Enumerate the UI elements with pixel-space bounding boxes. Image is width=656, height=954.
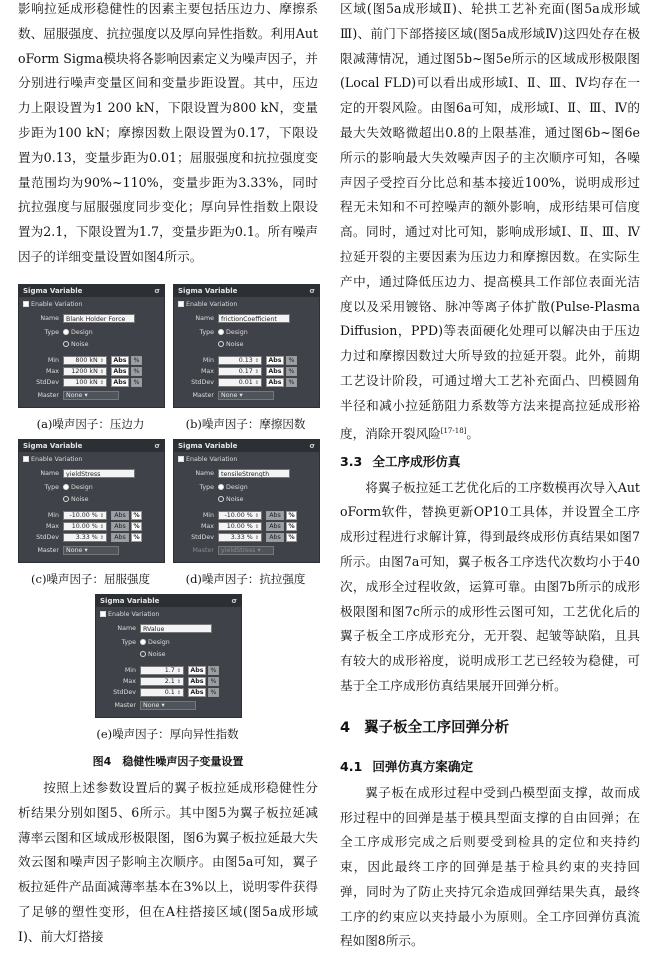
citation: [17-18] <box>440 426 467 435</box>
percent-toggle[interactable]: % <box>131 511 142 520</box>
subfigure-caption: (a)噪声因子：压边力 <box>36 417 145 431</box>
min-input[interactable]: 1.7 ⇕ <box>140 666 184 675</box>
noise-radio[interactable]: Noise <box>63 495 88 504</box>
percent-toggle[interactable]: % <box>286 367 297 376</box>
section-4-1-heading <box>340 755 640 779</box>
sigma-variable-panel <box>95 594 242 718</box>
sigma-variable-panel <box>18 439 165 563</box>
sigma-variable-panel <box>173 284 320 408</box>
min-input[interactable]: 0.13 ⇕ <box>218 356 262 365</box>
noise-radio[interactable]: Noise <box>140 650 165 659</box>
section-4-title: 翼子板全工序回弹分析 <box>364 719 510 736</box>
percent-toggle[interactable]: % <box>131 533 142 542</box>
figure-4 <box>18 284 318 768</box>
max-label: Max <box>45 368 59 375</box>
panel-title: Sigma Variable σ <box>174 285 319 297</box>
spinner-icon: ⇕ <box>176 668 181 674</box>
percent-toggle[interactable]: % <box>286 522 297 531</box>
master-select[interactable]: None ▾ <box>218 391 274 400</box>
spinner-icon: ⇕ <box>254 513 259 519</box>
noise-radio[interactable]: Noise <box>218 495 243 504</box>
pin-icon[interactable]: σ <box>231 597 237 605</box>
enable-variation-checkbox[interactable]: Enable Variation <box>23 300 82 309</box>
section-3-3-heading <box>340 450 640 474</box>
percent-toggle[interactable]: % <box>131 522 142 531</box>
min-label: Min <box>202 512 214 519</box>
enable-variation-checkbox[interactable]: Enable Variation <box>100 610 159 619</box>
type-label: Type <box>199 484 214 491</box>
abs-toggle[interactable]: Abs <box>111 522 129 531</box>
percent-toggle[interactable]: % <box>131 356 142 365</box>
spinner-icon: ⇕ <box>254 524 259 530</box>
percent-toggle[interactable]: % <box>131 378 142 387</box>
spinner-icon: ⇕ <box>176 690 181 696</box>
left-column <box>18 0 318 270</box>
sigma-variable-panel <box>18 284 165 408</box>
section-4-1-paragraph: 翼子板在成形过程中受到凸模型面支撑，故而成形过程中的回弹是基于模具型面支撑的自由回弹；在全工序成形完成之后则要受到检具的定位和夹持约束，因此最终工序的回弹是基于检具约束的夹持回弹，同时为了防止夹持冗余造成回弹结果失真，最终工序的约束应以夹持最小为原则。全工序回弹仿真流程如图8所示。 <box>340 784 640 949</box>
spinner-icon: ⇕ <box>99 369 104 375</box>
left-column-lower <box>18 776 318 950</box>
stddev-input[interactable]: 100 kN ⇕ <box>63 378 107 387</box>
min-label: Min <box>202 357 214 364</box>
abs-toggle[interactable]: Abs <box>111 511 129 520</box>
pin-icon[interactable]: σ <box>154 287 160 295</box>
subfigure-caption: (e)噪声因子：厚向异性指数 <box>96 727 239 741</box>
percent-toggle[interactable]: % <box>286 511 297 520</box>
master-label: Master <box>192 547 214 554</box>
type-label: Type <box>44 329 59 336</box>
radio-icon <box>63 496 69 502</box>
checkbox-icon <box>178 301 184 307</box>
enable-variation-checkbox[interactable]: Enable Variation <box>23 455 82 464</box>
abs-toggle[interactable]: Abs <box>266 378 284 387</box>
max-input[interactable]: 2.1 ⇕ <box>140 677 184 686</box>
master-select[interactable]: None ▾ <box>140 701 196 710</box>
spinner-icon: ⇕ <box>254 369 259 375</box>
stddev-input[interactable]: 3.33 % ⇕ <box>218 533 262 542</box>
max-input[interactable]: 0.17 ⇕ <box>218 367 262 376</box>
stddev-input[interactable]: 0.1 ⇕ <box>140 688 184 697</box>
master-select[interactable]: None ▾ <box>63 391 119 400</box>
abs-toggle[interactable]: Abs <box>111 378 129 387</box>
spinner-icon: ⇕ <box>254 358 259 364</box>
stddev-label: StdDev <box>36 534 59 541</box>
percent-toggle[interactable]: % <box>131 367 142 376</box>
enable-variation-checkbox[interactable]: Enable Variation <box>178 455 237 464</box>
name-input[interactable]: yieldStress <box>63 469 135 478</box>
abs-toggle[interactable]: Abs <box>266 367 284 376</box>
panel-title: Sigma Variable σ <box>174 440 319 452</box>
name-input[interactable]: RValue <box>140 624 212 633</box>
name-label: Name <box>195 470 214 477</box>
subfigure-caption: (c)噪声因子：屈服强度 <box>31 572 150 586</box>
sigma-variable-panel <box>173 439 320 563</box>
abs-toggle[interactable]: Abs <box>188 677 206 686</box>
spinner-icon: ⇕ <box>99 358 104 364</box>
design-radio[interactable]: Design <box>218 328 248 337</box>
min-input[interactable]: 800 kN ⇕ <box>63 356 107 365</box>
after-figure-paragraph: 按照上述参数设置后的翼子板拉延成形稳健性分析结果分别如图5、6所示。其中图5为翼子板拉延减薄率云图和区域成形极限图，图6为翼子板拉延最大失效云图和噪声因子影响主次顺序。由图5a可知，翼子板拉延件产品面减薄率基本在3%以上，说明零件获得了足够的塑性变形，但在A柱搭接区域(图5a成形域Ⅰ)、前大灯搭接 <box>18 780 318 944</box>
percent-toggle[interactable]: % <box>286 378 297 387</box>
percent-toggle[interactable]: % <box>286 356 297 365</box>
radio-selected-icon <box>63 484 69 490</box>
chevron-down-icon: ▾ <box>84 392 88 399</box>
section-4-1-title: 回弹仿真方案确定 <box>372 758 474 774</box>
abs-toggle[interactable]: Abs <box>111 356 129 365</box>
name-input[interactable]: tensileStrength <box>218 469 290 478</box>
design-radio[interactable]: Design <box>63 328 93 337</box>
max-label: Max <box>200 368 214 375</box>
radio-icon <box>218 496 224 502</box>
section-4-number: 4 <box>340 719 351 736</box>
radio-selected-icon <box>140 639 146 645</box>
panel-title: Sigma Variable σ <box>96 595 241 607</box>
checkbox-icon <box>178 456 184 462</box>
radio-icon <box>140 651 146 657</box>
max-label: Max <box>45 523 59 530</box>
chevron-down-icon: ▾ <box>161 702 165 709</box>
stddev-label: StdDev <box>191 534 214 541</box>
checkbox-icon <box>100 611 106 617</box>
abs-toggle[interactable]: Abs <box>266 522 284 531</box>
section-3-3-paragraph: 将翼子板拉延工艺优化后的工序数模再次导入AutoForm软件，替换更新OP10工具体，并设置全工序成形过程进行求解计算，得到最终成形仿真结果如图7所示。由图7a可知，翼子板各工序迭代次数均小于40次，成形全过程收敛，运算可靠。由图7b所示的成形极限图和图7c所示的成形性云图可知，工艺优化后的翼子板全工序成形充分，无开裂、起皱等缺陷，且具有较大的成形裕度，说明成形工艺已经较为稳健，可基于全工序成形仿真结果展开回弹分析。 <box>340 479 640 693</box>
figure-caption: 图4 稳健性噪声因子变量设置 <box>92 755 244 768</box>
spinner-icon: ⇕ <box>176 679 181 685</box>
name-label: Name <box>40 470 59 477</box>
master-label: Master <box>192 392 214 399</box>
master-label: Master <box>37 392 59 399</box>
max-label: Max <box>122 678 136 685</box>
design-radio[interactable]: Design <box>218 483 248 492</box>
enable-variation-checkbox[interactable]: Enable Variation <box>178 300 237 309</box>
section-3-3-number: 3.3 <box>340 453 363 469</box>
stddev-label: StdDev <box>113 689 136 696</box>
checkbox-icon <box>23 456 29 462</box>
radio-selected-icon <box>218 484 224 490</box>
max-input[interactable]: 1200 kN ⇕ <box>63 367 107 376</box>
abs-toggle[interactable]: Abs <box>266 511 284 520</box>
design-radio[interactable]: Design <box>140 638 170 647</box>
master-label: Master <box>37 547 59 554</box>
panel-title: Sigma Variable σ <box>19 440 164 452</box>
design-radio[interactable]: Design <box>63 483 93 492</box>
noise-radio[interactable]: Noise <box>218 340 243 349</box>
spinner-icon: ⇕ <box>254 535 259 541</box>
name-input[interactable]: Blank Holder Force <box>63 314 135 323</box>
min-label: Min <box>47 512 59 519</box>
min-input[interactable]: -10.00 % ⇕ <box>218 511 262 520</box>
percent-toggle[interactable]: % <box>208 677 219 686</box>
type-label: Type <box>199 329 214 336</box>
pin-icon[interactable]: σ <box>154 442 160 450</box>
type-label: Type <box>44 484 59 491</box>
percent-toggle[interactable]: % <box>208 688 219 697</box>
percent-toggle[interactable]: % <box>208 666 219 675</box>
max-label: Max <box>200 523 214 530</box>
checkbox-icon <box>23 301 29 307</box>
pin-icon[interactable]: σ <box>309 287 315 295</box>
radio-selected-icon <box>63 329 69 335</box>
master-select[interactable]: yieldStress ▾ <box>218 546 274 555</box>
stddev-input[interactable]: 3.33 % ⇕ <box>63 533 107 542</box>
abs-toggle[interactable]: Abs <box>266 533 284 542</box>
subfigure-caption: (b)噪声因子：摩擦因数 <box>185 417 306 431</box>
type-label: Type <box>121 639 136 646</box>
continuation-text: 区域(图5a成形域Ⅱ)、轮拱工艺补充面(图5a成形域Ⅲ)、前门下部搭接区域(图5a成形域Ⅳ)这四处存在极限减薄情况，通过图5b~图5e所示的区域成形极限图(Local FLD)可以看出成形域Ⅰ、Ⅱ、Ⅲ、Ⅳ均存在一定的开裂风险。由图6a可知，成形域Ⅰ、Ⅱ、Ⅲ、Ⅳ的最大失效略微超出0.8的上限基准，通过图6b~图6e所示的影响最大失效噪声因子的主次顺序可知，各噪声因子受控百分比总和基本接近100%，说明成形过程无未知和不可控噪声的额外影响，成形结果可信度高。同时，通过对比可知，影响成形域Ⅰ、Ⅱ、Ⅲ、Ⅳ拉延开裂的主要因素为压边力和摩擦因数。在实际生产中，通过降低压边力、提高模具工作部位表面光洁度以及采用镀铬、脉冲等离子体扩散(Pulse-Plasma Diffusion，PPD)等表面硬化处理可以解决由于压边力过和摩擦因数过大所导致的拉延开裂。此外，前期工艺设计阶段，可通过增大工艺补充面凸、凹模圆角半径和减小拉延筋阻力系数等方法来提高拉延成形裕度，消除开裂风险 <box>340 1 640 441</box>
chevron-down-icon: ▾ <box>257 547 261 554</box>
continuation-paragraph <box>340 0 640 447</box>
subfigure-caption: (d)噪声因子：抗拉强度 <box>185 572 306 586</box>
section-4-1-number: 4.1 <box>340 758 363 774</box>
radio-icon <box>63 341 69 347</box>
pin-icon[interactable]: σ <box>309 442 315 450</box>
right-column <box>340 0 640 954</box>
section-3-3-title: 全工序成形仿真 <box>372 453 461 469</box>
spinner-icon: ⇕ <box>99 513 104 519</box>
abs-toggle[interactable]: Abs <box>111 533 129 542</box>
spinner-icon: ⇕ <box>99 380 104 386</box>
stddev-label: StdDev <box>191 379 214 386</box>
abs-toggle[interactable]: Abs <box>266 356 284 365</box>
max-input[interactable]: 10.00 % ⇕ <box>63 522 107 531</box>
abs-toggle[interactable]: Abs <box>111 367 129 376</box>
abs-toggle[interactable]: Abs <box>188 688 206 697</box>
noise-radio[interactable]: Noise <box>63 340 88 349</box>
name-label: Name <box>40 315 59 322</box>
panel-title: Sigma Variable σ <box>19 285 164 297</box>
intro-paragraph: 影响拉延成形稳健性的因素主要包括压边力、摩擦系数、屈服强度、抗拉强度以及厚向异性指数。利用AutoForm Sigma模块将各影响因素定义为噪声因子，并分别进行噪声变量区间和变量步距设置。其中，压边力上限设置为1 200 kN，下限设置为800 kN，变量步距为100 kN；摩擦因数上限设置为0.17，下限设置为0.13，变量步距为0.01；屈服强度和抗拉强度变量范围均为90%~110%，变量步距为3.33%，同时抗拉强度与屈服强度同步变化；厚向异性指数上限设置为2.1，下限设置为1.7，变量步距为0.1。所有噪声因子的详细变量设置如图4所示。 <box>18 1 318 264</box>
master-label: Master <box>114 702 136 709</box>
spinner-icon: ⇕ <box>99 524 104 530</box>
section-4-heading <box>340 715 640 741</box>
spinner-icon: ⇕ <box>254 380 259 386</box>
stddev-label: StdDev <box>36 379 59 386</box>
min-label: Min <box>124 667 136 674</box>
percent-toggle[interactable]: % <box>286 533 297 542</box>
radio-icon <box>218 341 224 347</box>
stddev-input[interactable]: 0.01 ⇕ <box>218 378 262 387</box>
min-input[interactable]: -10.00 % ⇕ <box>63 511 107 520</box>
max-input[interactable]: 10.00 % ⇕ <box>218 522 262 531</box>
min-label: Min <box>47 357 59 364</box>
radio-selected-icon <box>218 329 224 335</box>
name-label: Name <box>117 625 136 632</box>
chevron-down-icon: ▾ <box>239 392 243 399</box>
master-select[interactable]: None ▾ <box>63 546 119 555</box>
chevron-down-icon: ▾ <box>84 547 88 554</box>
period: 。 <box>466 425 479 441</box>
spinner-icon: ⇕ <box>99 535 104 541</box>
name-label: Name <box>195 315 214 322</box>
name-input[interactable]: frictionCoefficient <box>218 314 290 323</box>
abs-toggle[interactable]: Abs <box>188 666 206 675</box>
